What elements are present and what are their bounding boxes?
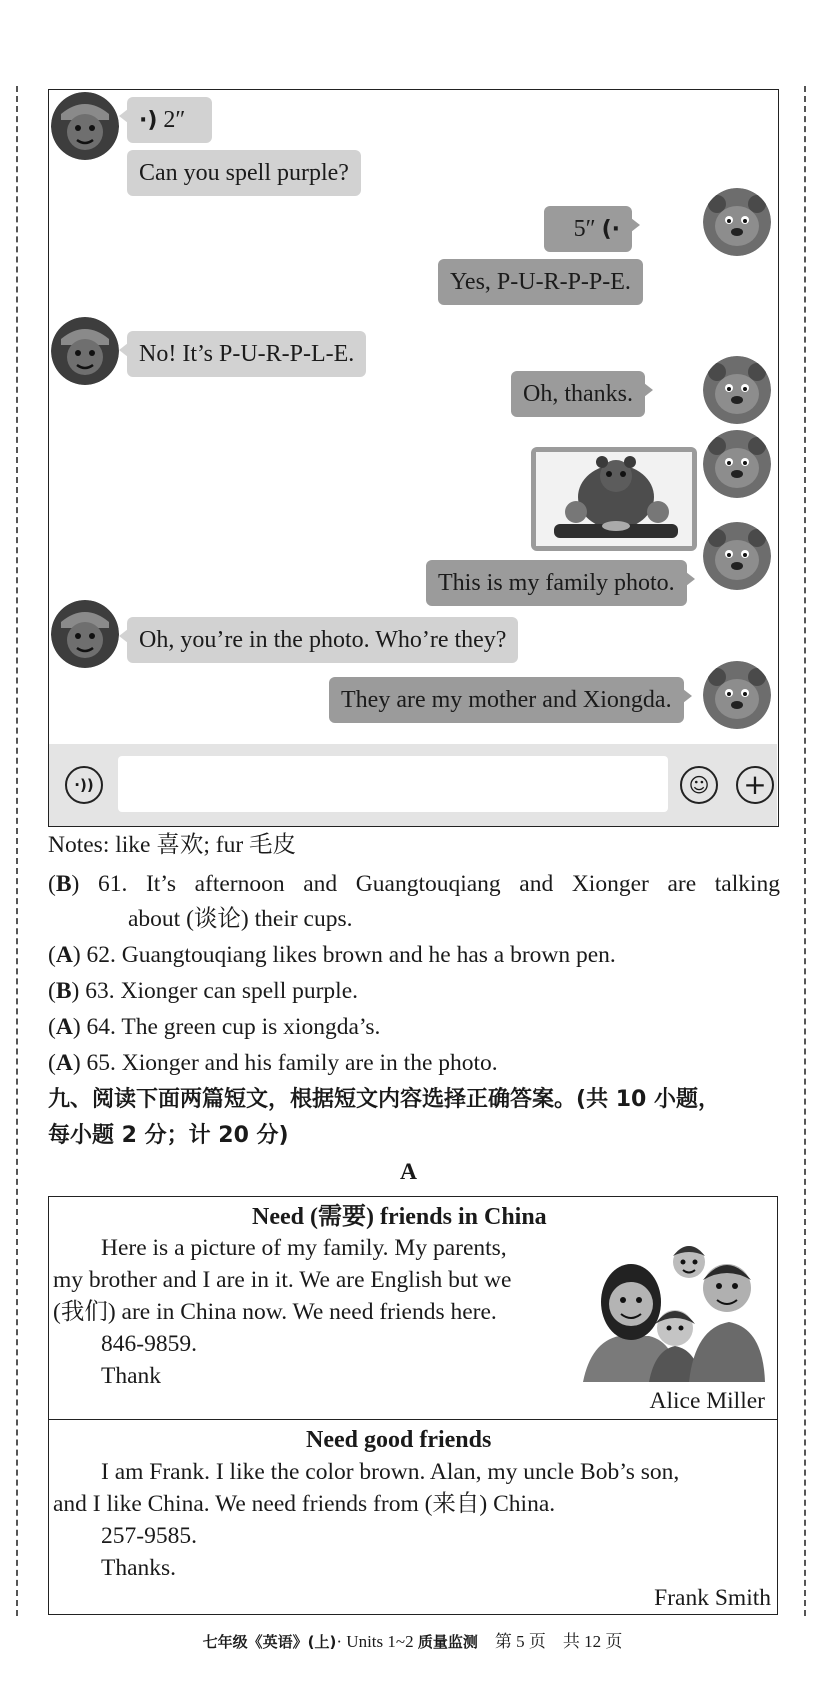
question-61-cont: about (谈论) their cups. bbox=[128, 906, 353, 932]
chat-message[interactable]: They are my mother and Xiongda. bbox=[329, 677, 684, 723]
notice-line: my brother and I are in it. We are English but we bbox=[53, 1267, 512, 1293]
voice-wave-icon: (· bbox=[601, 217, 620, 242]
family-photo-message[interactable] bbox=[531, 447, 697, 551]
chat-window bbox=[48, 89, 779, 827]
chat-message[interactable]: Oh, thanks. bbox=[511, 371, 645, 417]
question-65: (A) 65. Xionger and his family are in the photo. bbox=[48, 1050, 498, 1076]
chat-input-bar bbox=[49, 744, 777, 826]
xionger-avatar[interactable] bbox=[703, 661, 771, 729]
chat-message[interactable]: No! It’s P-U-R-P-L-E. bbox=[127, 331, 366, 377]
emoji-icon[interactable]: ☺ bbox=[680, 766, 718, 804]
signature: Frank Smith bbox=[654, 1585, 771, 1611]
notice-line: and I like China. We need friends from (来自) China. bbox=[53, 1491, 556, 1517]
page-footer: 七年级《英语》(上)· Units 1~2 质量监测 第 5 页 共 12 页 bbox=[202, 1632, 623, 1651]
notice-frank bbox=[48, 1419, 778, 1615]
voice-message[interactable]: ·) 2″ bbox=[127, 97, 212, 143]
voice-input-icon[interactable]: ·)) bbox=[65, 766, 103, 804]
guangtouqiang-avatar[interactable] bbox=[51, 92, 119, 160]
notice-line: (我们) are in China now. We need friends here. bbox=[53, 1299, 497, 1325]
chat-message[interactable]: Oh, you’re in the photo. Who’re they? bbox=[127, 617, 518, 663]
family-cartoon-image bbox=[579, 1232, 769, 1382]
notice-line: Thank bbox=[101, 1363, 162, 1389]
chat-message[interactable]: Yes, P-U-R-P-P-E. bbox=[438, 259, 643, 305]
voice-wave-icon: ·) bbox=[139, 108, 158, 133]
family-photo-image bbox=[536, 452, 692, 546]
notice-title: Need (需要) friends in China bbox=[252, 1204, 547, 1230]
signature: Alice Miller bbox=[649, 1388, 765, 1414]
notice-line: Thanks. bbox=[101, 1555, 177, 1581]
xionger-avatar[interactable] bbox=[703, 430, 771, 498]
guangtouqiang-avatar[interactable] bbox=[51, 600, 119, 668]
guangtouqiang-avatar[interactable] bbox=[51, 317, 119, 385]
part-label: A bbox=[400, 1159, 417, 1185]
phone-number: 846-9859. bbox=[101, 1331, 197, 1357]
cut-line-left bbox=[16, 86, 18, 1616]
question-62: (A) 62. Guangtouqiang likes brown and he has a brown pen. bbox=[48, 942, 616, 968]
message-input[interactable] bbox=[118, 756, 668, 812]
voice-message[interactable]: 5″ (· bbox=[544, 206, 632, 252]
section-heading: 九、阅读下面两篇短文，根据短文内容选择正确答案。(共 10 小题， bbox=[48, 1087, 721, 1112]
xionger-avatar[interactable] bbox=[703, 188, 771, 256]
phone-number: 257-9585. bbox=[101, 1523, 197, 1549]
notice-alice bbox=[48, 1196, 778, 1420]
notice-line: I am Frank. I like the color brown. Alan, my uncle Bob’s son, bbox=[101, 1459, 680, 1485]
plus-icon[interactable]: + bbox=[736, 766, 774, 804]
cut-line-right bbox=[804, 86, 806, 1616]
notice-title: Need good friends bbox=[306, 1427, 492, 1453]
xionger-avatar[interactable] bbox=[703, 356, 771, 424]
question-61: (B) 61. It’s afternoon and Guangtouqiang and Xionger are talking bbox=[48, 871, 781, 897]
section-heading-line2: 每小题 2 分；计 20 分) bbox=[48, 1123, 289, 1148]
question-63: (B) 63. Xionger can spell purple. bbox=[48, 978, 359, 1004]
question-64: (A) 64. The green cup is xiongda’s. bbox=[48, 1014, 381, 1040]
xionger-avatar[interactable] bbox=[703, 522, 771, 590]
chat-message[interactable]: Can you spell purple? bbox=[127, 150, 361, 196]
notes: Notes: like 喜欢; fur 毛皮 bbox=[48, 832, 297, 858]
chat-message[interactable]: This is my family photo. bbox=[426, 560, 687, 606]
notice-line: Here is a picture of my family. My parents, bbox=[101, 1235, 507, 1261]
